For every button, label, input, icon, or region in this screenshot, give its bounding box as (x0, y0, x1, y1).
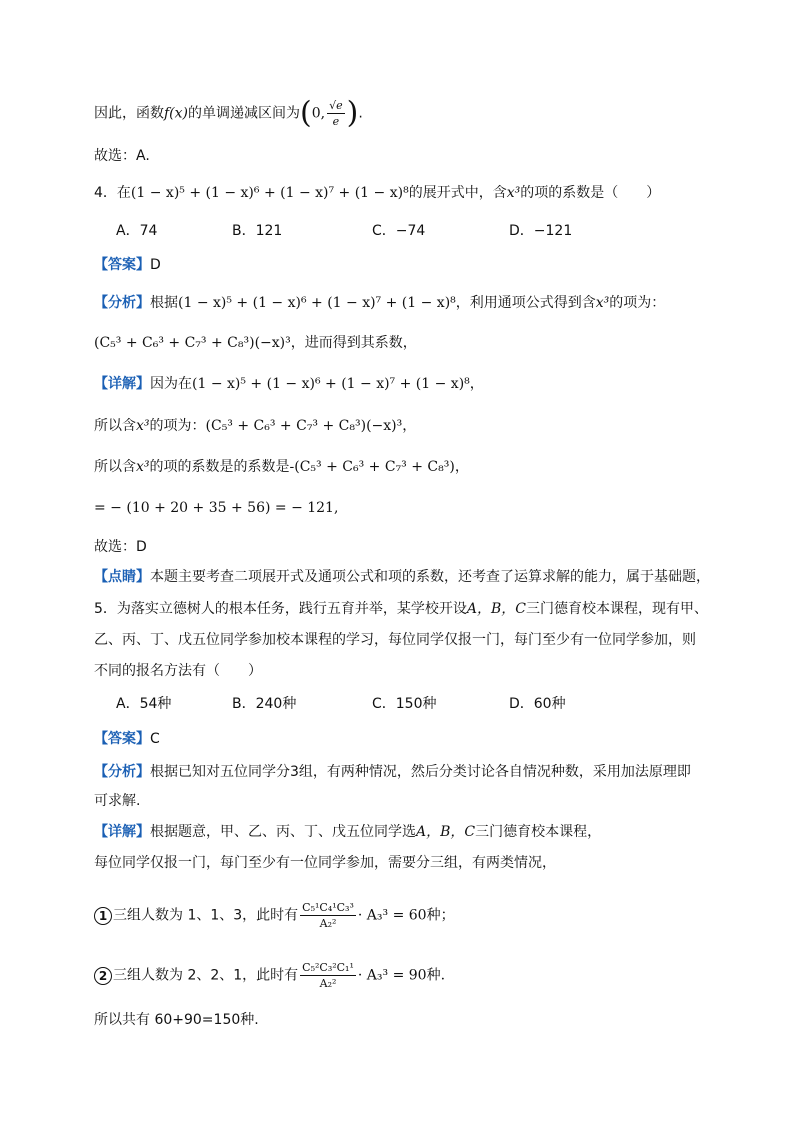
circled-number-icon: 1 (94, 907, 112, 925)
option-c: C．150种 (372, 696, 437, 712)
comment-4-line: 【点睛】本题主要考查二项展开式及通项公式和项的系数，还考查了运算求解的能力，属于基础题， (94, 569, 710, 585)
answer-4-choose: 故选：D (94, 539, 147, 555)
detail-4-term-line: 所以含x³的项为：(C₅³ + C₆³ + C₇³ + C₈³)(−x)³， (94, 418, 417, 434)
case-2-fraction: $\frac{\text{C₅²C₃²C₁¹}}{\text{A₂²}}$ (302, 961, 354, 990)
interval-fraction: $\frac{√e}{e}$ (329, 99, 343, 128)
option-b: B．121 (232, 223, 283, 239)
conclusion-line: 因此，函数f(x)的单调递减区间为(0, $\frac{√e}{e}$ ). (94, 95, 363, 131)
detail-5-line: 【详解】根据题意，甲、乙、丙、丁、戊五位同学选A，B，C三门德育校本课程， (94, 824, 602, 840)
question-5-stem-2: 乙、丙、丁、戊五位同学参加校本课程的学习，每位同学仅报一门，每门至少有一位同学参加，则 (94, 632, 696, 648)
question-5-stem-1: 5．为落实立德树人的根本任务，践行五育并举，某学校开设A，B，C三门德育校本课程，现有甲、 (94, 601, 709, 617)
case-1-line: 1 三组人数为 1、1、3，此时有 $\frac{\text{C₅¹C₄¹C₃³}}{\text{A₂²}}$ · A₃³ = 60种； (94, 900, 455, 931)
option-a: A．54种 (116, 696, 172, 712)
detail-4-calc-line: = − (10 + 20 + 35 + 56) = − 121, (94, 500, 339, 516)
detail-4-line: 【详解】因为在(1 − x)⁵ + (1 − x)⁶ + (1 − x)⁷ + (1 − x)⁸， (94, 376, 484, 392)
answer-4-line: 【答案】D (94, 257, 161, 273)
total-line: 所以共有 60+90=150种. (94, 1012, 259, 1028)
option-c: C．−74 (372, 223, 426, 239)
question-4-expression: (1 − x)⁵ + (1 − x)⁶ + (1 − x)⁷ + (1 − x)⁸ (130, 185, 409, 201)
comment-tag: 【点睛】 (94, 569, 150, 585)
analysis-tag: 【分析】 (94, 295, 150, 311)
interval-close-paren: ) (346, 95, 359, 131)
option-b: B．240种 (232, 696, 297, 712)
detail-tag: 【详解】 (94, 824, 150, 840)
analysis-4-line: 【分析】根据(1 − x)⁵ + (1 − x)⁶ + (1 − x)⁷ + (1 − x)⁸，利用通项公式得到含x³的项为： (94, 295, 666, 311)
function-expression: f(x) (164, 105, 189, 122)
detail-4-coef-line: 所以含x³的项的系数是的系数是-(C₅³ + C₆³ + C₇³ + C₈³)， (94, 459, 469, 475)
option-d: D．60种 (509, 696, 566, 712)
analysis-5-line: 【分析】根据已知对五位同学分3组，有两种情况，然后分类讨论各自情况种数，采用加法原理即 (94, 764, 691, 780)
answer-tag: 【答案】 (94, 731, 150, 747)
question-5-stem-3: 不同的报名方法有（ ） (94, 663, 262, 679)
answer-5-line: 【答案】C (94, 731, 160, 747)
case-2-line: 2 三组人数为 2、2、1，此时有 $\frac{\text{C₅²C₃²C₁¹}}{\text{A₂²}}$ · A₃³ = 90种. (94, 960, 445, 991)
interval-open-paren: ( (300, 95, 312, 131)
option-d: D．−121 (509, 223, 573, 239)
detail-5-line-2: 每位同学仅报一门，每门至少有一位同学参加，需要分三组，有两类情况， (94, 855, 556, 871)
detail-tag: 【详解】 (94, 376, 150, 392)
analysis-5-line-2: 可求解. (94, 793, 141, 809)
analysis-tag: 【分析】 (94, 764, 150, 780)
answer-choice-line: 故选：A. (94, 148, 150, 164)
analysis-4-line-2: (C₅³ + C₆³ + C₇³ + C₈³)(−x)³，进而得到其系数， (94, 335, 417, 351)
option-a: A．74 (116, 223, 158, 239)
answer-tag: 【答案】 (94, 257, 150, 273)
circled-number-icon: 2 (94, 967, 112, 985)
case-1-fraction: $\frac{\text{C₅¹C₄¹C₃³}}{\text{A₂²}}$ (302, 901, 354, 930)
question-4-stem: 4．在(1 − x)⁵ + (1 − x)⁶ + (1 − x)⁷ + (1 − x)⁸的展开式中，含x³的项的系数是（ ） (94, 185, 661, 201)
